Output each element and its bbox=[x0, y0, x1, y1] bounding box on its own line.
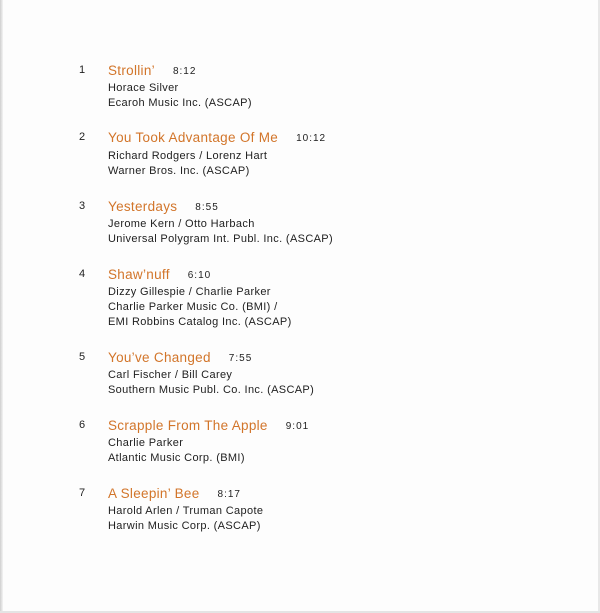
track-number: 2 bbox=[79, 131, 86, 143]
publisher-credit: EMI Robbins Catalog Inc. (ASCAP) bbox=[108, 316, 292, 328]
track-duration: 8:55 bbox=[195, 202, 219, 213]
track-header bbox=[108, 129, 326, 147]
track-title: Strollin’ bbox=[108, 63, 155, 78]
composer-credit: Carl Fischer / Bill Carey bbox=[108, 369, 233, 381]
track-header bbox=[108, 349, 252, 367]
track-duration: 8:12 bbox=[172, 66, 197, 77]
publisher-credit: Southern Music Publ. Co. Inc. (ASCAP) bbox=[108, 384, 315, 396]
track-title: You’ve Changed bbox=[108, 350, 211, 365]
track-header bbox=[108, 485, 241, 503]
track-header bbox=[108, 62, 196, 80]
track-number: 6 bbox=[79, 419, 86, 431]
composer-credit: Jerome Kern / Otto Harbach bbox=[108, 218, 255, 230]
track-header bbox=[108, 266, 211, 284]
page-left-edge bbox=[0, 0, 3, 613]
track-number: 3 bbox=[79, 200, 86, 212]
publisher-credit: Warner Bros. Inc. (ASCAP) bbox=[108, 165, 250, 177]
track-title: Scrapple From The Apple bbox=[108, 418, 268, 433]
track-number: 4 bbox=[79, 268, 86, 280]
composer-credit: Richard Rodgers / Lorenz Hart bbox=[108, 150, 268, 162]
composer-credit: Dizzy Gillespie / Charlie Parker bbox=[108, 286, 271, 298]
publisher-credit: Ecaroh Music Inc. (ASCAP) bbox=[108, 97, 252, 109]
track-header bbox=[108, 198, 219, 216]
track-number: 1 bbox=[79, 64, 86, 76]
track-header bbox=[108, 417, 309, 435]
track-title: Shaw’nuff bbox=[108, 267, 170, 282]
publisher-credit: Charlie Parker Music Co. (BMI) / bbox=[108, 301, 278, 313]
track-number: 5 bbox=[79, 351, 86, 363]
publisher-credit: Universal Polygram Int. Publ. Inc. (ASCAP) bbox=[108, 233, 333, 245]
track-title: You Took Advantage Of Me bbox=[108, 130, 279, 145]
publisher-credit: Harwin Music Corp. (ASCAP) bbox=[108, 520, 261, 532]
composer-credit: Horace Silver bbox=[108, 82, 179, 94]
track-duration: 6:10 bbox=[187, 270, 212, 281]
track-duration: 8:17 bbox=[217, 489, 241, 500]
track-title: Yesterdays bbox=[108, 199, 178, 214]
track-title: A Sleepin’ Bee bbox=[108, 486, 200, 501]
track-duration: 7:55 bbox=[228, 353, 253, 364]
track-duration: 9:01 bbox=[285, 421, 310, 432]
composer-credit: Harold Arlen / Truman Capote bbox=[108, 505, 264, 517]
publisher-credit: Atlantic Music Corp. (BMI) bbox=[108, 452, 245, 464]
composer-credit: Charlie Parker bbox=[108, 437, 184, 449]
track-duration: 10:12 bbox=[296, 133, 327, 144]
track-number: 7 bbox=[79, 487, 86, 499]
